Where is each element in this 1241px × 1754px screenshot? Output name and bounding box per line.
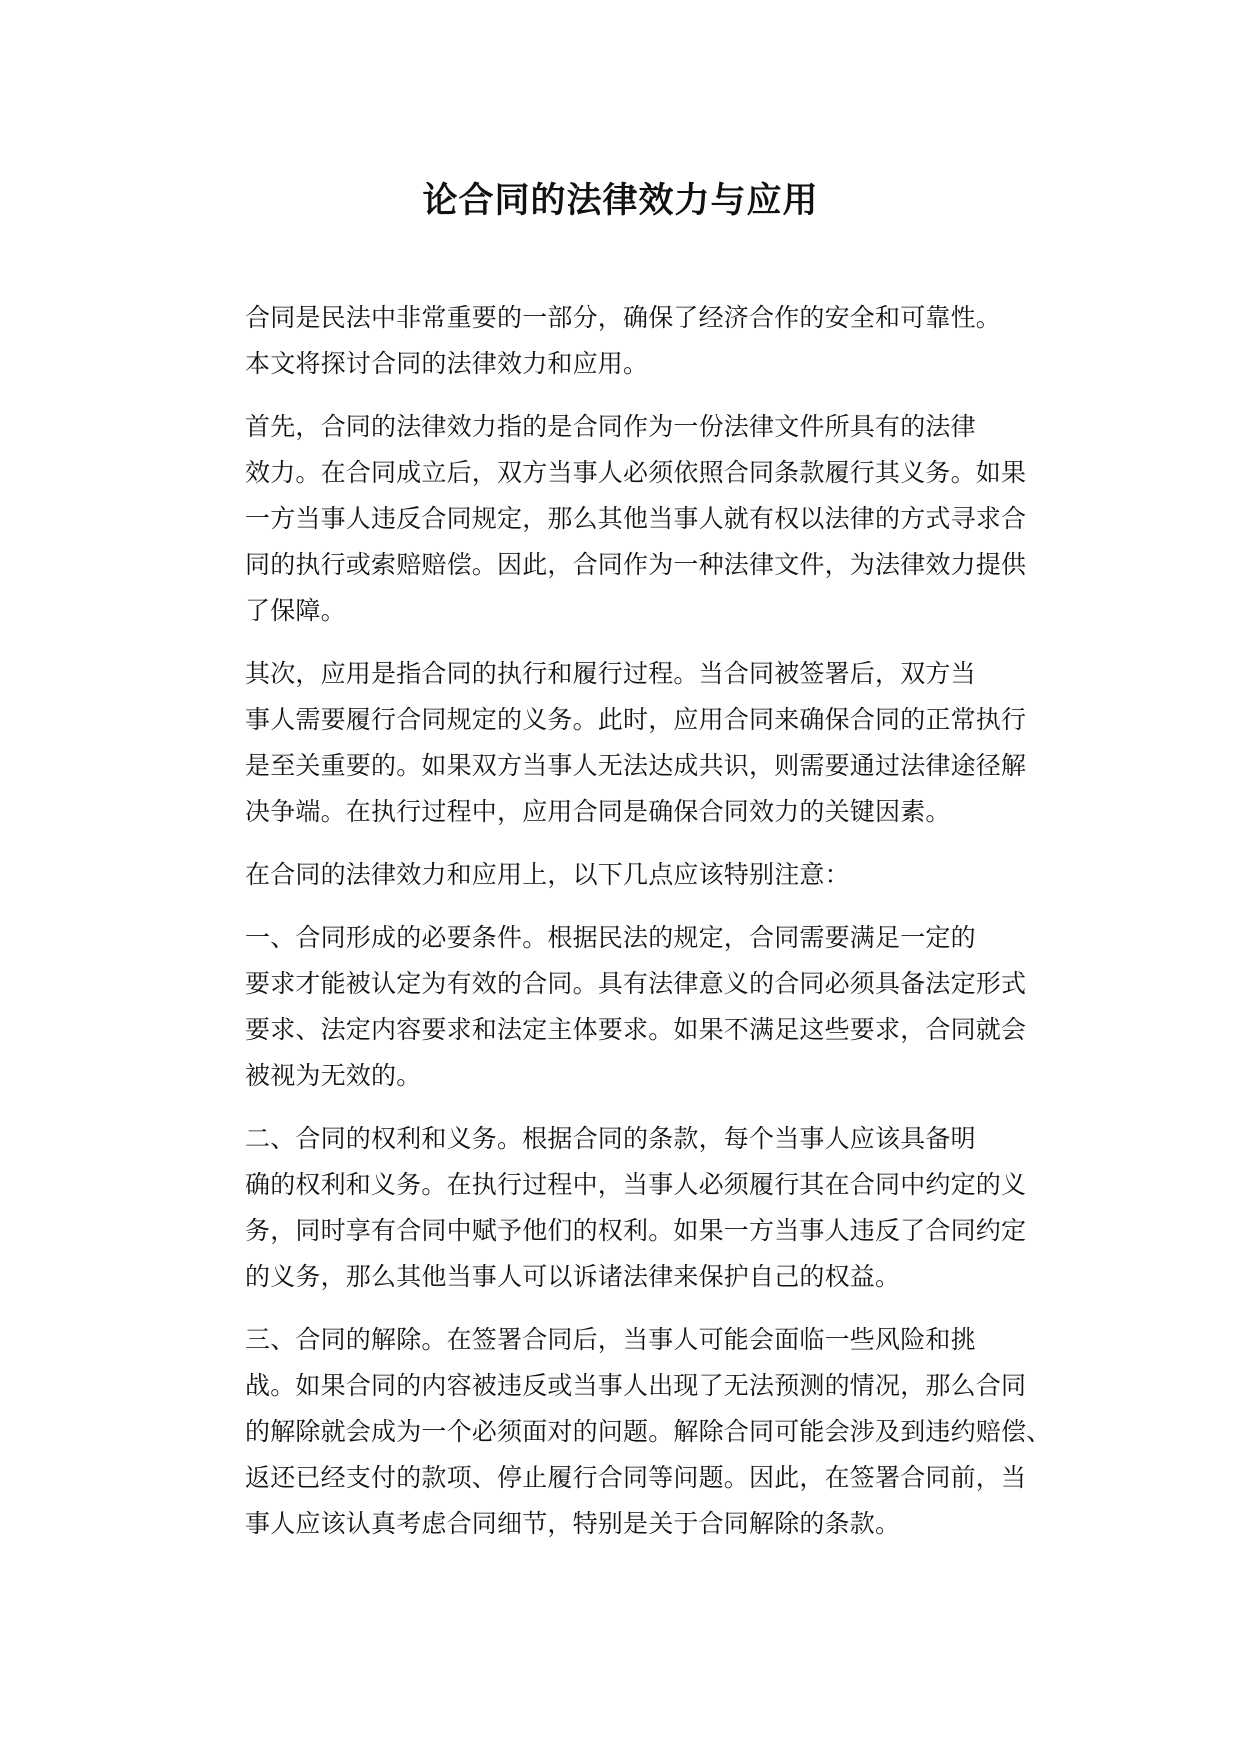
paragraph-line: 的解除就会成为一个必须面对的问题。解除合同可能会涉及到违约赔偿、	[245, 1417, 1052, 1446]
paragraph-line: 一、合同形成的必要条件。根据民法的规定，合同需要满足一定的	[245, 923, 976, 952]
paragraph-line: 事人需要履行合同规定的义务。此时，应用合同来确保合同的正常执行	[245, 705, 1027, 734]
paragraph-line: 事人应该认真考虑合同细节，特别是关于合同解除的条款。	[245, 1509, 901, 1538]
paragraph-point-one	[188, 915, 1078, 1099]
paragraph-line: 二、合同的权利和义务。根据合同的条款，每个当事人应该具备明	[245, 1124, 976, 1153]
paragraph-line: 合同是民法中非常重要的一部分，确保了经济合作的安全和可靠性。	[245, 303, 1002, 332]
paragraph-point-three	[188, 1317, 1078, 1547]
paragraph-line: 一方当事人违反合同规定，那么其他当事人就有权以法律的方式寻求合	[245, 504, 1027, 533]
paragraph-line: 决争端。在执行过程中，应用合同是确保合同效力的关键因素。	[245, 797, 951, 826]
paragraph-application	[188, 651, 1078, 835]
document-title: 论合同的法律效力与应用	[422, 181, 819, 221]
paragraph-line: 要求才能被认定为有效的合同。具有法律意义的合同必须具备法定形式	[245, 969, 1027, 998]
paragraph-line: 被视为无效的。	[245, 1061, 422, 1090]
paragraph-line: 本文将探讨合同的法律效力和应用。	[245, 349, 649, 378]
paragraph-point-two	[188, 1116, 1078, 1300]
paragraph-line: 返还已经支付的款项、停止履行合同等问题。因此，在签署合同前，当	[245, 1463, 1027, 1492]
paragraph-line: 确的权利和义务。在执行过程中，当事人必须履行其在合同中约定的义	[245, 1170, 1027, 1199]
paragraph-line: 效力。在合同成立后，双方当事人必须依照合同条款履行其义务。如果	[245, 458, 1027, 487]
paragraph-notes-intro	[188, 852, 1078, 898]
paragraph-line: 同的执行或索赔赔偿。因此，合同作为一种法律文件，为法律效力提供	[245, 550, 1027, 579]
paragraph-line: 务，同时享有合同中赋予他们的权利。如果一方当事人违反了合同约定	[245, 1216, 1027, 1245]
paragraph-line: 三、合同的解除。在签署合同后，当事人可能会面临一些风险和挑	[245, 1325, 976, 1354]
paragraph-legal-effect	[188, 404, 1078, 634]
paragraph-line: 要求、法定内容要求和法定主体要求。如果不满足这些要求，合同就会	[245, 1015, 1027, 1044]
paragraph-line: 战。如果合同的内容被违反或当事人出现了无法预测的情况，那么合同	[245, 1371, 1027, 1400]
paragraph-line: 的义务，那么其他当事人可以诉诸法律来保护自己的权益。	[245, 1262, 901, 1291]
document-body	[188, 295, 1078, 1564]
paragraph-line: 了保障。	[245, 596, 346, 625]
paragraph-line: 在合同的法律效力和应用上，以下几点应该特别注意：	[245, 860, 850, 889]
paragraph-line: 其次，应用是指合同的执行和履行过程。当合同被签署后，双方当	[245, 659, 976, 688]
paragraph-line: 是至关重要的。如果双方当事人无法达成共识，则需要通过法律途径解	[245, 751, 1027, 780]
paragraph-line: 首先，合同的法律效力指的是合同作为一份法律文件所具有的法律	[245, 412, 976, 441]
paragraph-intro	[188, 295, 1078, 387]
